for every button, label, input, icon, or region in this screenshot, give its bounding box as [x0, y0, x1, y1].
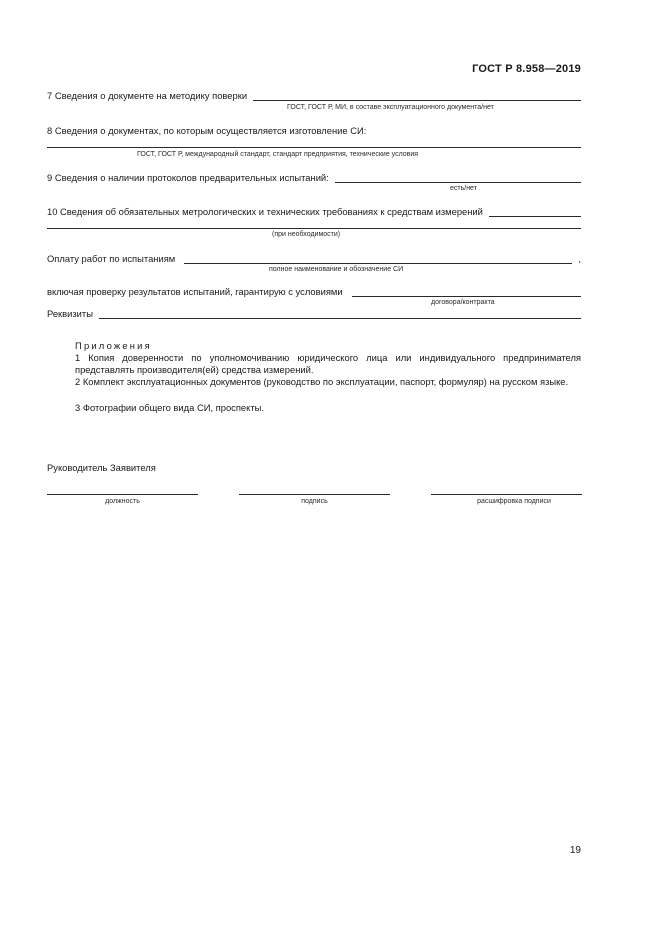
- field-label: 9 Сведения о наличии протоколов предварительных испытаний:: [47, 172, 329, 183]
- field-mandatory-requirements: [47, 206, 581, 217]
- field-manufacturing-documents: [47, 125, 581, 136]
- field-guarantee-conditions: [47, 286, 581, 297]
- field-label: 8 Сведения о документах, по которым осуществляется изготовление СИ:: [47, 125, 367, 136]
- blank-line: [335, 174, 581, 183]
- position-line: [47, 494, 198, 495]
- blank-line: [184, 255, 572, 264]
- field-label: включая проверку результатов испытаний, гарантирую с условиями: [47, 286, 343, 297]
- field-caption: ГОСТ, ГОСТ Р, МИ, в составе эксплуатационного документа/нет: [287, 104, 494, 111]
- blank-line: [253, 92, 581, 101]
- field-label: Оплату работ по испытаниям: [47, 253, 176, 264]
- field-caption: полное наименование и обозначение СИ: [269, 266, 404, 273]
- field-caption: ГОСТ, ГОСТ Р, международный стандарт, стандарт предприятия, технические условия: [137, 151, 419, 158]
- signature-title: Руководитель Заявителя: [47, 462, 156, 473]
- field-label: 7 Сведения о документе на методику поверки: [47, 90, 248, 101]
- appendix-item: 2 Комплект эксплуатационных документов (руководство по эксплуатации, паспорт, формуляр) на русском языке.: [75, 376, 569, 387]
- signature-caption: подпись: [301, 498, 328, 505]
- field-method-document: [47, 90, 581, 101]
- blank-line: [352, 288, 581, 297]
- field-label: 10 Сведения об обязательных метрологических и технических требованиях к средствам измерений: [47, 206, 483, 217]
- field-label: Реквизиты: [47, 308, 93, 319]
- appendix-item: 1 Копия доверенности по уполномочиванию юридического лица или индивидуального предпринимателя представлять производителя(ей) средства измерений.: [75, 352, 581, 375]
- appendix-item: 3 Фотографии общего вида СИ, проспекты.: [75, 402, 264, 413]
- field-suffix: ,: [578, 253, 581, 264]
- document-standard-header: ГОСТ Р 8.958—2019: [472, 63, 581, 75]
- blank-line: [99, 310, 581, 319]
- appendix-title: Приложения: [75, 340, 152, 351]
- signature-line: [239, 494, 390, 495]
- field-requisites: [47, 308, 581, 319]
- field-caption: есть/нет: [450, 185, 477, 192]
- page-number: 19: [569, 845, 581, 856]
- blank-line: [489, 208, 581, 217]
- blank-line: [47, 147, 581, 148]
- name-transcript-caption: расшифровка подписи: [477, 498, 551, 505]
- blank-line: [47, 228, 581, 229]
- field-payment: [47, 253, 581, 264]
- field-caption: (при необходимости): [272, 231, 341, 238]
- field-preliminary-test-protocols: [47, 172, 581, 183]
- position-caption: должность: [105, 498, 140, 505]
- field-caption: договора/контракта: [431, 299, 495, 306]
- name-transcript-line: [431, 494, 582, 495]
